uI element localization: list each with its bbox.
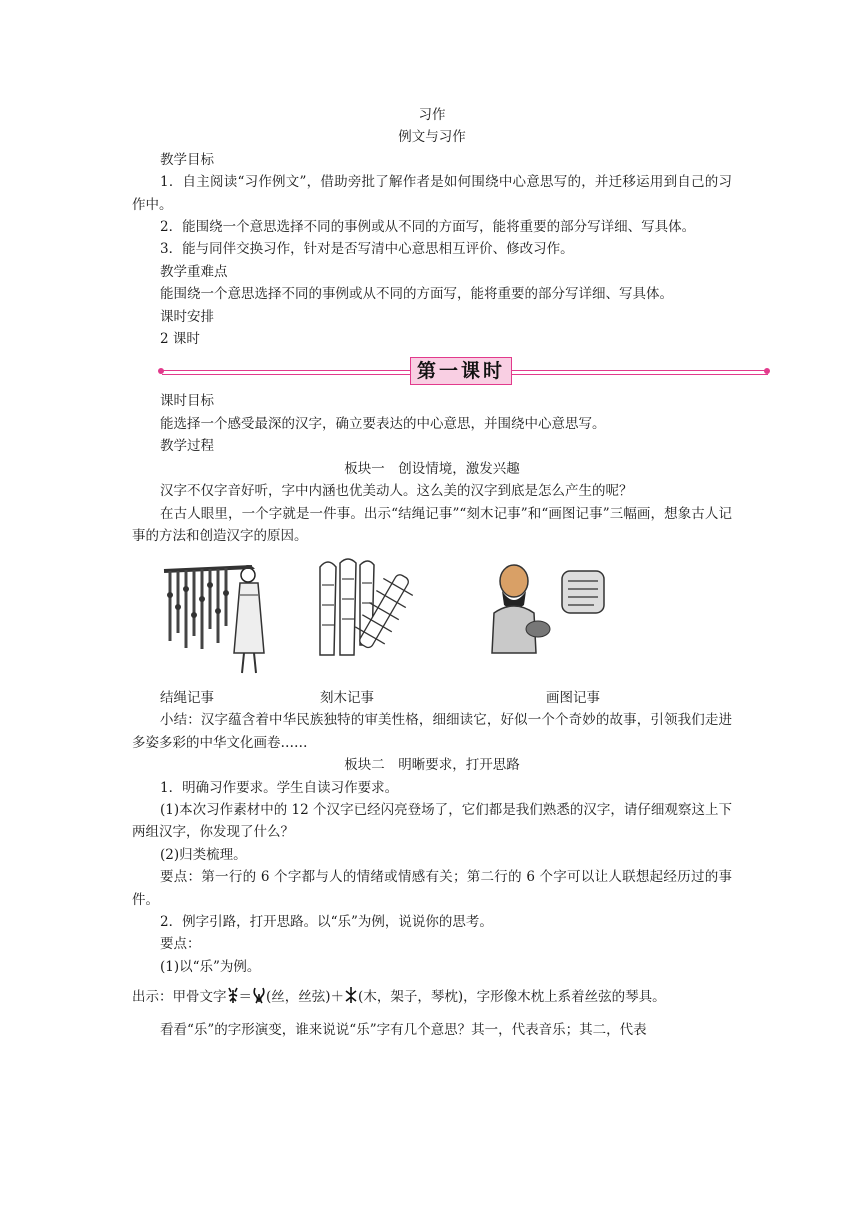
key-heading: 教学重难点	[160, 263, 228, 280]
section1-paragraph-2: 在古人眼里，一个字就是一件事。出示“结绳记事”“刻木记事”和“画图记事”三幅画，想象古人记事的方法和创造汉字的原因。	[132, 505, 732, 544]
section2-item-2: 2．例字引路，打开思路。以“乐”为例，说说你的思考。	[160, 913, 493, 930]
illustration-row	[132, 555, 732, 681]
process-heading: 教学过程	[160, 438, 214, 455]
caption-picture-writing: 画图记事	[546, 690, 600, 707]
oracle-bone-paragraph	[132, 986, 732, 1008]
doc-subtitle: 例文与习作	[398, 129, 466, 146]
goals-heading: 教学目标	[160, 151, 214, 168]
goal-3: 3．能与同伴交换习作，针对是否写清中心意思相互评价、修改习作。	[160, 241, 574, 258]
section1-title: 板块一 创设情境，激发兴趣	[344, 460, 520, 477]
lesson-goal-heading: 课时目标	[160, 393, 214, 410]
oracle-wood-glyph-icon	[344, 986, 358, 1004]
doc-title: 习作	[418, 107, 446, 123]
goal-2: 2．能围绕一个意思选择不同的事例或从不同的方面写，能将重要的部分写详细、写具体。	[160, 219, 696, 236]
oracle-le-glyph-icon	[227, 986, 239, 1004]
oracle-prefix: 出示：甲骨文字	[132, 989, 227, 1006]
section2-point-1: 要点：第一行的 6 个字都与人的情绪或情感有关；第二行的 6 个字可以让人联想起经历过的事件。	[132, 869, 732, 908]
schedule-text: 2 课时	[160, 331, 200, 348]
section2-item-2-1: (1)以“乐”为例。	[160, 958, 261, 975]
schedule-heading: 课时安排	[160, 308, 214, 325]
oracle-silk-text: (丝，丝弦)＋	[266, 989, 345, 1006]
carved-wood-illustration	[312, 555, 460, 665]
section2-point-2-label: 要点：	[160, 936, 201, 953]
oracle-equals: ＝	[238, 989, 252, 1006]
summary: 小结：汉字蕴含着中华民族独特的审美性格，细细读它，好似一个个奇妙的故事，引领我们走进多姿多彩的中华文化画卷……	[132, 712, 732, 751]
goal-1: 1．自主阅读“习作例文”，借助旁批了解作者是如何围绕中心意思写的，并迁移运用到自己的习作中。	[132, 174, 732, 213]
knotted-rope-illustration	[162, 555, 272, 679]
document-body	[132, 104, 732, 1041]
lesson-goal-text: 能选择一个感受最深的汉字，确立要表达的中心意思，并围绕中心意思写。	[160, 415, 606, 432]
oracle-wood-text: (木，架子，琴枕)，字形像木枕上系着丝弦的琴具。	[358, 989, 666, 1006]
picture-writing-illustration	[484, 555, 624, 665]
key-text: 能围绕一个意思选择不同的事例或从不同的方面写，能将重要的部分写详细、写具体。	[160, 286, 673, 303]
section2-item-1: 1．明确习作要求。学生自读习作要求。	[160, 779, 399, 796]
last-paragraph: 看看“乐”的字形演变，谁来说说“乐”字有几个意思？其一，代表音乐；其二，代表	[160, 1021, 647, 1038]
lesson-divider	[132, 354, 732, 388]
caption-carved-wood: 刻木记事	[320, 690, 374, 707]
caption-knotted-rope: 结绳记事	[160, 690, 214, 707]
lesson-badge: 第一课时	[410, 357, 512, 385]
oracle-silk-glyph-icon	[252, 986, 266, 1004]
section2-item-1-2: (2)归类梳理。	[160, 846, 247, 863]
section1-paragraph-1: 汉字不仅字音好听，字中内涵也优美动人。这么美的汉字到底是怎么产生的呢？	[160, 483, 633, 500]
section2-item-1-1: (1)本次习作素材中的 12 个汉字已经闪亮登场了，它们都是我们熟悉的汉字，请仔细观察这上下两组汉字，你发现了什么？	[132, 801, 732, 841]
illustration-captions	[132, 687, 732, 709]
section2-title: 板块二 明晰要求，打开思路	[344, 757, 520, 774]
divider-dot	[764, 368, 770, 374]
